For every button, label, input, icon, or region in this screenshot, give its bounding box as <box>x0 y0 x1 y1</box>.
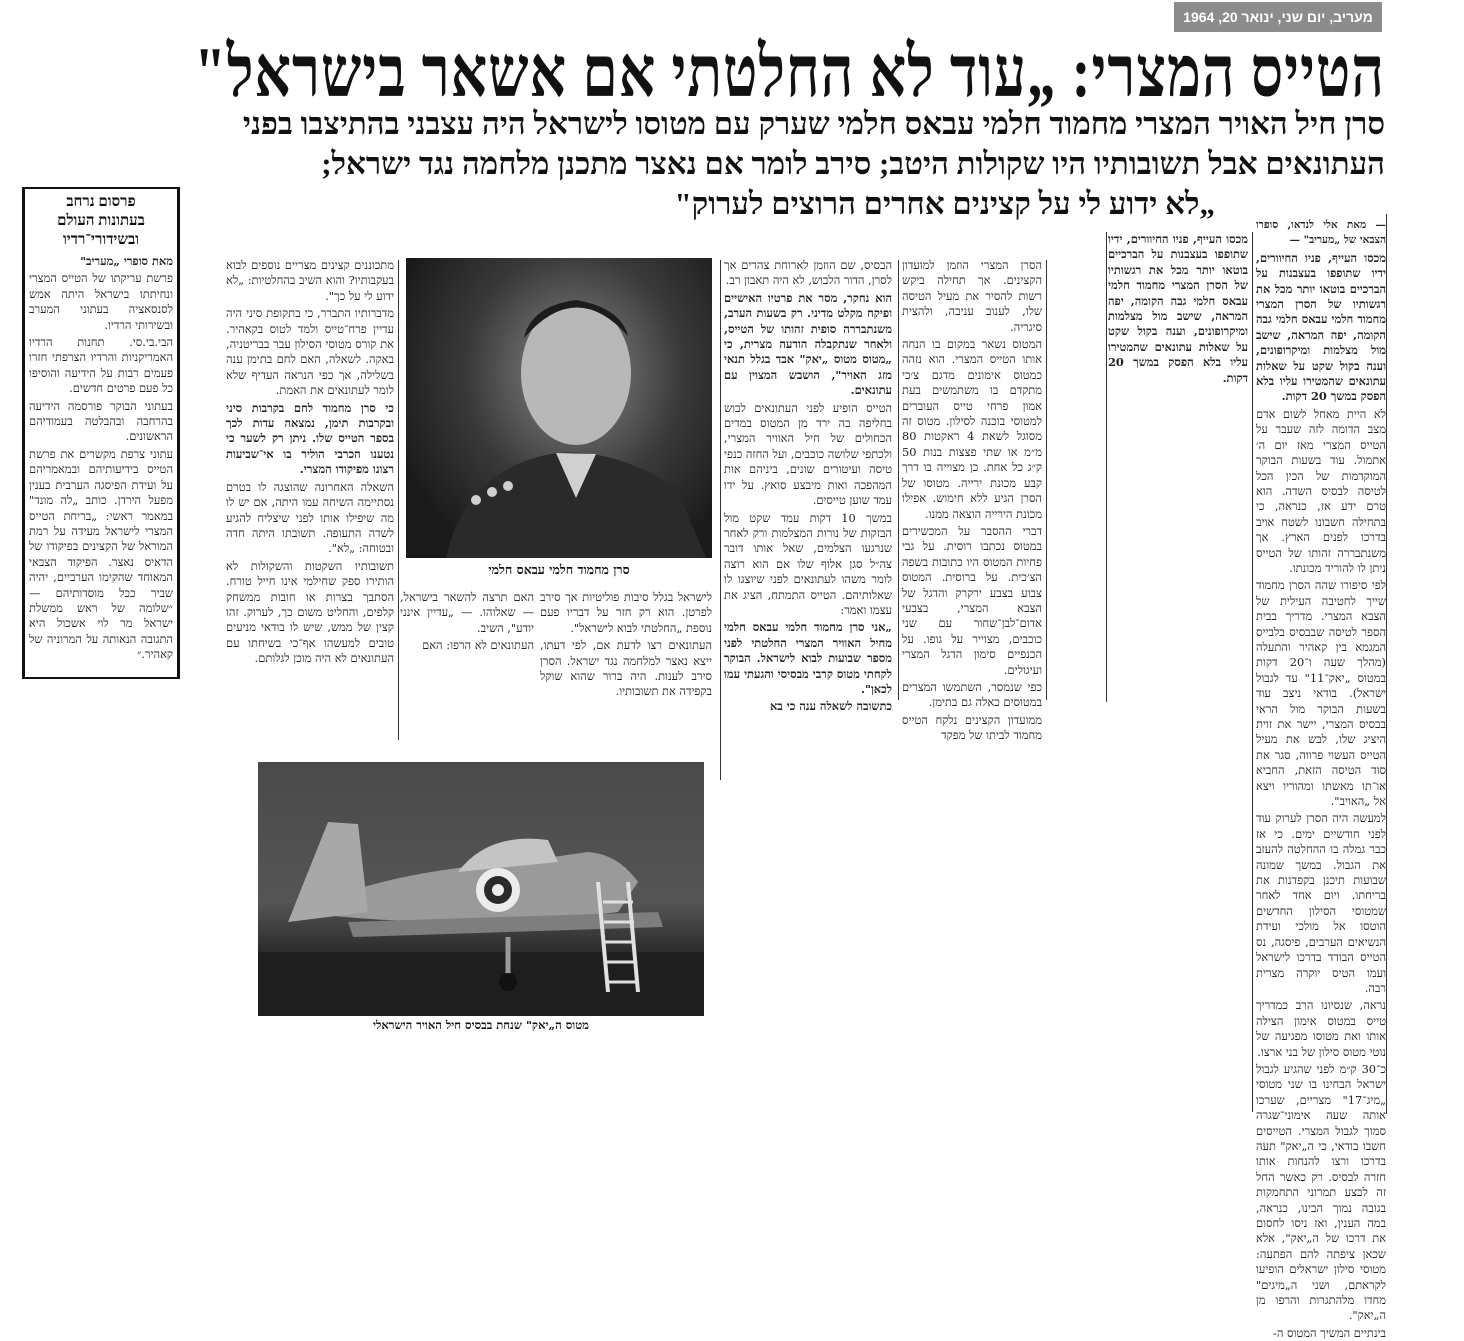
article-column-1 <box>1256 218 1386 1340</box>
sidebar-paragraph: הבי.בי.סי. תחנות הרדיו האמריקניות והרדיו הצרפתי חזרו פעמים רבות על הידיעה והוסיפו כל פעם פרטים חדשים. <box>29 335 173 396</box>
article-column-5 <box>226 258 394 742</box>
sidebar-paragraph: בעתוני הבוקר פורסמה הידיעה בהרחבה ובהבלטה בעמודיהם הראשונים. <box>29 398 173 444</box>
article-paragraph: לפי סיפורו שהה הסרן מחמוד שייך לחטיבה העילית של הצבא המצרי. מדריך בבית הספר לטיסה שבבסיס בלבייס המגמא בין קאהיר והתעלה (מהלך שעה ו־20 דקות במטוס „יאק־11" עד לגבול ישראל). בודאי ניצב עוד בשעות הבוקר מול הראי בבסיס המצרי, יישר את זוית היציג שלו, לבש את מעיל הטייס העשוי פרווה, סגר את סוד הטיסה הזאת, החביא או־תו מאשתו ומהוריו ויצא אל „האויב". <box>1256 578 1386 809</box>
sidebar-paragraph: עתוני צרפת מקשרים את פרשת הטייס בידיעותיהם ובמאמריהם על ועידת הפיסגה הערבית בענין מפעל הירדן. כותב „לה מונד" במאמר ראשי: „בריחת הטייס המצרי לישראל מעידה על רמת המוראל של הקצינים בפיקודו של הדאיס נאצר. הפיקוד הצבאי המאוחד שהקימו הערביים, יהיה שביר ככל מוסדותיהם — ״שלומה של ראש ממשלת ישראל מר לוי אשכול היא התגובה הנאותה על המרוניה של קאהיר.״ <box>29 446 173 662</box>
article-paragraph: ממועדון הקצינים נלקח הטייס מחמוד לביתו של מפקד <box>902 712 1042 743</box>
column-rule <box>1046 260 1047 700</box>
plane-photo <box>258 762 704 1016</box>
article-paragraph: לישראל בגלל סיבות פוליטיות אך סירב לפרטן. הוא רק חזר על דבריו פעם נוספת „החלטתי לבוא לישראל". <box>540 590 712 635</box>
article-paragraph: האם תרצה להשאר בישראל, — שאלוהו. — „עדיין אינני יודע", השיב. <box>400 590 534 635</box>
sidebar-title-line: בעתונות העולם <box>57 213 145 229</box>
column-rule <box>1252 232 1253 1112</box>
article-paragraph: למעשה היה הסרן לערוק עוד לפני חודשיים ימים. כי אז כבר גמלה בו ההחלטה להעזב את הגבול. במשך שמונה שבועות תיכנן בקפדנות את בריחתו. ויום אחד לאחר שמטוסי הסילון החדשים הוטסו אל מולכי ועידת הנשיאים הערבים, פיסגה, נס הטייס הבודד בדרכו לישראל ועמו הטיס יוקרה מצרית רבה. <box>1256 811 1386 995</box>
article-paragraph: כפי שנמסר, השתמשו המצרים במטוסים כאלה גם בתימן. <box>902 679 1042 710</box>
column-rule <box>398 260 399 740</box>
article-paragraph: לא היית מאחל לשום אדם מצב הדומה לזה שעבר על הטייס המצרי מאז יום ה׳ אתמול. עוד בשעות הבוקר המוקדמות של הכין הכל לטיסה לבסיס השדה. הוא טרם ידע אז, כנראה, כי בתחילה חשבונו לשטח אויב בדרכו לפנים הארץ. אך משנתבררה זהותו של הטייס ניתן לו להוריד מכונתו. <box>1256 406 1386 575</box>
article-paragraph: תשובותיו השקטות והשקולות לא הותירו ספק שחילמי אינו חייל טורח. הסתבך בצרות או חובות ממשחק קלפים, והחליט משום כך, לערוק. זהו קצין של ממש, שיש לו בודאי מניעים טובים למעשהו אף־כי בשיחתו עם העתונאים לא היה מוכן לגלותם. <box>226 558 394 666</box>
plane-caption: מטוס ה„יאק" שנחת בבסיס חיל האויר הישראלי <box>373 1018 589 1032</box>
article-paragraph: הסרן המצרי הוזמן למועדון הקצינים. אך תחילה ביקש רשות להסיר את מעיל הטיסה שלו, לענוב עניבה, ולהצית סיגריה. <box>902 258 1042 334</box>
article-paragraph: הטייס הופיע לפני העתונאים לבוש בחליפה בה ירד מן המטוס במדים הכחולים של חיל האוויר המצרי, ולכתפי שלושה כוכבים, ועל החזה כנפי טיסה ועיטורים שונים, ביניהם אות המהפכה ואות מיבצע סואץ. על ידו עמד שוען טייסים. <box>724 400 892 508</box>
column-rule <box>1386 214 1387 1114</box>
plane-icon <box>258 762 704 1016</box>
article-paragraph: דברי ההסבר על המכשירים במטוס נכתבו רוסית. על גבי פחיות המטוס היו כתובות בשפה הצ׳כית. על ברוסית. המטוס צבוע בצבע ירקרק והדגל של הצבא המצרי, בצבעי אדום־לבן־שחור עם שני כוכבים, מצוייר על גופו. על הכנפיים סימון הדגל המצרי ועיגולים. <box>902 523 1042 677</box>
sidebar-title <box>29 193 173 250</box>
article-paragraph: „אני סרן מחמוד חלמי עבאס חלמי מחיל האוויר המצרי החלטתי לפני מספר שבועות לבוא לישראל. הבוקר לקחתי מטוס קרבי מבסיסי והגעתי עמו לכאן". <box>723 620 892 696</box>
article-paragraph: העתונאים רצו לדעת אם, לפי דעתו, ייצא נאצר למלחמה נגד ישראל. הסרן סירב לענות. היה ברור שהוא שוקל בקפידה את תשובותיו. <box>540 638 712 699</box>
column-rule <box>1106 232 1107 702</box>
headline: הטייס המצרי: „עוד לא החלטתי אם אשאר בישראל" <box>194 33 1386 112</box>
article-column-4a <box>540 590 712 740</box>
article-paragraph: בינתיים המשיך המטוס ה- <box>1273 1325 1386 1340</box>
sidebar-title-line: ובשידורי־רדיו <box>62 232 140 248</box>
subheadline-line-2: העתונאים אבל תשובותיו היו שקולות היטב; סירב לומר אם נאצר מתכנן מלחמה נגד ישראל; <box>321 146 1385 181</box>
article-paragraph: הוא נחקר, מסר את פרטיו האישיים ופיקח מקלט מדיני. רק בשעות הערב, משנתבררה סופית זהותו של הטייס, ולאחר שנתקבלה הודעה מצרית, כי „מטוס מטוס „יאק" אבד בגלל תנאי מזג האויר", הושבש המצוין עם עתונאים. <box>724 290 892 398</box>
article-paragraph: המטוס נשאר במקום בו הנחה אותו הטייס המצרי. הוא נזהה כמטוס אימונים מדגם צ׳כי מתקדם בו משתמשים בעת אמון פרחי טייס העוברים למטוסי בוכנה לסילון. מטוס זה מסוגל לשאת 4 ראקטות 80 מ״מ או שתי פצצות בנות 50 ק״ג כל אחת. כן מצוייה בו דרך קבע מכונת ירייה. מטוסו של הסרן הגיע ללא חימוש. אפילו מכונת הירייה הוצאה ממנו. <box>902 337 1043 521</box>
portrait-figure-icon <box>406 258 712 558</box>
article-column-4b <box>400 590 534 740</box>
article-lead: מכסו העייף, פניו החיוורים, ידיו שתופפו בעצבנות על הברכיים בוטאו יותר מכל את רגשותיו של הסרן המצרי מחמוד חלמי עבאס חלמי גבה הקומה, יפה המראה, שישב מול מצלמות ומיקרופונים, וענה בקול שקט על שאלות עתונאים שהמטירו עליו בלא הפסק במשך 20 דקות. <box>1256 250 1386 404</box>
article-paragraph: מתכוננים קצינים מצריים נוספים לבוא בעקבותיו? והוא השיב בהחלטיות: „לא ידוע לי על כך". <box>226 258 394 303</box>
article-paragraph: במשך 10 דקות עמד שקט מול הבזקות של נורות המצלמות ורק לאחר שנרגעו הצלמים, שאל אותו דובר צה״ל סגן אלוף שלו אם הוא רוצה לומר משהו לעתונאים לפני שיוצגו לו שאלותיהם. הטייס התמתח, הציג את עצמו ואמר: <box>724 510 892 617</box>
article-paragraph: כתשובה לשאלה ענה כי בא <box>769 699 892 714</box>
article-paragraph: נראה, שנסיונו הרב כמדריך טייס במטוס אימון הצילה אותו ואת מטוסו מפגיעה של נוטי מטוס סילון של בני ארצו. <box>1256 998 1386 1059</box>
sidebar-title-line: פרסום נרחב <box>66 194 136 210</box>
sidebar-paragraph: פרשת עריקתו של הטייס המצרי ונחיתתו בישראל היתה אמש לסנסאציה בעתוני המערב ובשירותי הרדיו. <box>29 271 173 332</box>
sidebar-byline: מאת סופרי „מעריב" <box>80 254 173 268</box>
subheadline-line-1: סרן חיל האויר המצרי מחמוד חלמי עבאס חלמי שערק עם מטוסו לישראל היה עצבני בהתיצבו בפני <box>242 106 1385 141</box>
article-paragraph: מדברותיו התברר, כי בתקופת סיני היה עדיין פרח־טייס ולמד לטוס בקאהיר. את קורס מטוסי הסילון עבר בבריטניה, באקה. לשאלה, האם לחם בתימן ענה בשלילה, אך כפי הנראה העדיף שלא לומר לעתונאים את האמת. <box>226 306 394 398</box>
column-rule <box>720 260 721 780</box>
sidebar-text <box>29 254 173 664</box>
subheadline-line-3: „לא ידוע לי על קצינים אחרים הרוצים לערוק" <box>674 186 1215 221</box>
sidebar-box <box>22 187 180 679</box>
article-column-3 <box>724 258 892 778</box>
article-paragraph: כי סרן מחמוד לחם בקרבות סיני ובקרבות תימן, נמצאה עדות לכך בספר הטייס שלו. ניתן רק לשער כי נטענו הכרבי הוליר בו אי־שביעות רצונו מפיקודו המצרי. <box>226 400 394 477</box>
portrait-caption: סרן מחמוד חלמי עבאס חלמי <box>488 562 630 577</box>
article-paragraph: הבסיס, שם הוזמן לארוחת צהרים אך לסרן, הדור הלבוש, לא היה תאבון רב. <box>724 258 892 288</box>
article-byline: — מאת אלי לנדאו, סופרו הצבאי של „מעריב" — <box>1256 219 1386 247</box>
date-tag: מעריב, יום שני, ינואר 20, 1964 <box>1174 2 1382 32</box>
column-rule <box>898 260 899 700</box>
article-paragraph: מכסו העייף, פניו החיוורים, ידיו שתופפו בעצבנות על הברכיים בוטאו יותר מכל את רגשותיו של הסרן המצרי מחמוד חלמי עבאס חלמי גבה הקומה, יפה המראה, שישב מול מצלמות ומיקרופונים, וענה בקול שקט על שאלות עתונאים שהמטירו עליו בלא הפסק במשך 20 דקות. <box>1108 232 1248 385</box>
article-paragraph: כ־30 ק״מ לפני שהגיע לגבול ישראל הבחינו בו שני מטוסי „מיג־17" מצריים, שערכו אותה שעה אימוני־שגרה סמוך לגבול המצרי. הטייסים חשבו בודאי, כי ה„יאק" תעה בדרכו ורצו להנחות אותו חזרה לבסיס. רק כאשר החל זה לבצע תמרוני התחמקות בגובה נמוך הבינו, כנראה, במה הענין, ואז ניסו לחסום את דרכו של ה„יאק", אלא שכאן ציפתה להם הפתעה: מטוסי סילון ישראלים הופיעו לקראתם, ושני ה„מיגים" מחדו מלהתגרות והרפו מן ה„יאק". <box>1256 1061 1386 1323</box>
article-column-1b <box>1108 232 1248 472</box>
article-paragraph: העתונאים לא הרפו: האם <box>422 638 534 653</box>
article-column-2 <box>902 258 1043 743</box>
article-paragraph: השאלה האחרונה שהוצגה לו בטרם נסתיימה השיחה עמו היתה, אם יש לו מה שיפילו אותו לפני שיצליח להגיע לשדה התעופה. תשובתו היתה חדה ובטוחה: „לא". <box>226 479 394 556</box>
portrait-photo <box>406 258 712 558</box>
